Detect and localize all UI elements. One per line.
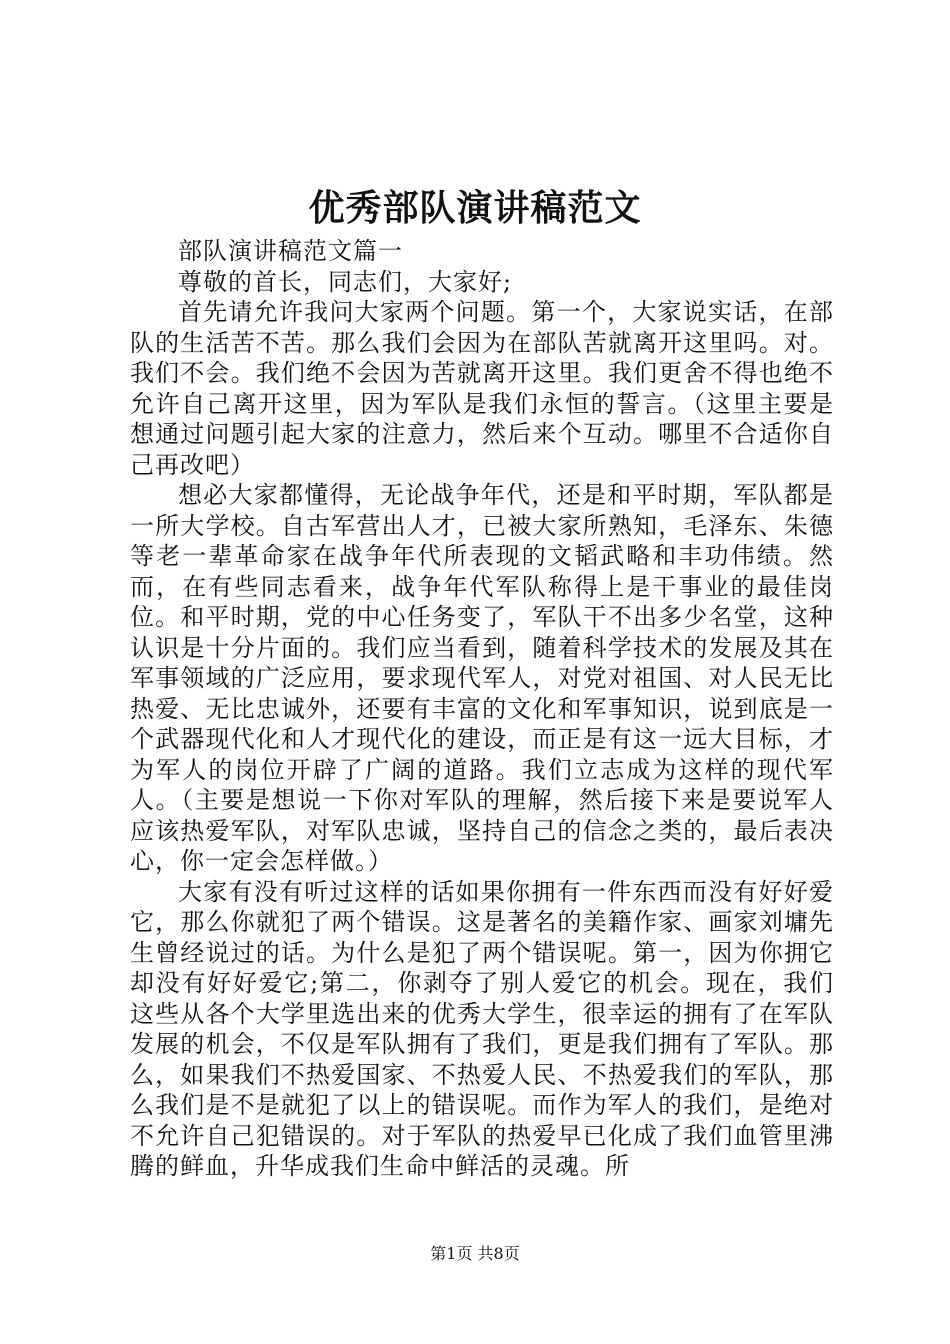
section-heading: 部队演讲稿范文篇一 — [178, 237, 403, 265]
paragraph: 首先请允许我问大家两个问题。第一个，大家说实话，在部队的生活苦不苦。那么我们会因为在部队苦就离开这里吗。对。我们不会。我们绝不会因为苦就离开这里。我们更舍不得也绝不允许自己离开这里，因为军队是我们永恒的誓言。（这里主要是想通过问题引起大家的注意力，然后来个互动。哪里不合适你自己再改吧） — [130, 298, 834, 479]
document-title: 优秀部队演讲稿范文 — [308, 187, 642, 229]
document-body — [130, 236, 834, 1182]
paragraph: 想必大家都懂得，无论战争年代，还是和平时期，军队都是一所大学校。自古军营出人才，已被大家所熟知，毛泽东、朱德等老一辈革命家在战争年代所表现的文韬武略和丰功伟绩。然而，在有些同志看来，战争年代军队称得上是干事业的最佳岗位。和平时期，党的中心任务变了，军队干不出多少名堂，这种认识是十分片面的。我们应当看到，随着科学技术的发展及其在军事领域的广泛应用，要求现代军人，对党对祖国、对人民无比热爱、无比忠诚外，还要有丰富的文化和军事知识，说到底是一个武器现代化和人才现代化的建设，而正是有这一远大目标，才为军人的岗位开辟了广阔的道路。我们立志成为这样的现代军人。（主要是想说一下你对军队的理解，然后接下来是要说军人应该热爱军队，对军队忠诚，坚持自己的信念之类的，最后表决心，你一定会怎样做。） — [130, 481, 834, 875]
salutation: 尊敬的首长，同志们，大家好; — [178, 267, 513, 296]
paragraph: 大家有没有听过这样的话如果你拥有一件东西而没有好好爱它，那么你就犯了两个错误。这是著名的美籍作家、画家刘墉先生曾经说过的话。为什么是犯了两个错误呢。第一，因为你拥它却没有好好爱它;第二，你剥夺了别人爱它的机会。现在，我们这些从各个大学里选出来的优秀大学生，很幸运的拥有了在军队发展的机会，不仅是军队拥有了我们，更是我们拥有了军队。那么，如果我们不热爱国家、不热爱人民、不热爱我们的军队，那么我们是不是就犯了以上的错误呢。而作为军人的我们，是绝对不允许自己犯错误的。对于军队的热爱早已化成了我们血管里沸腾的鲜血，升华成我们生命中鲜活的灵魂。所 — [130, 877, 834, 1180]
page-footer: 第1页 共8页 — [430, 1244, 520, 1263]
